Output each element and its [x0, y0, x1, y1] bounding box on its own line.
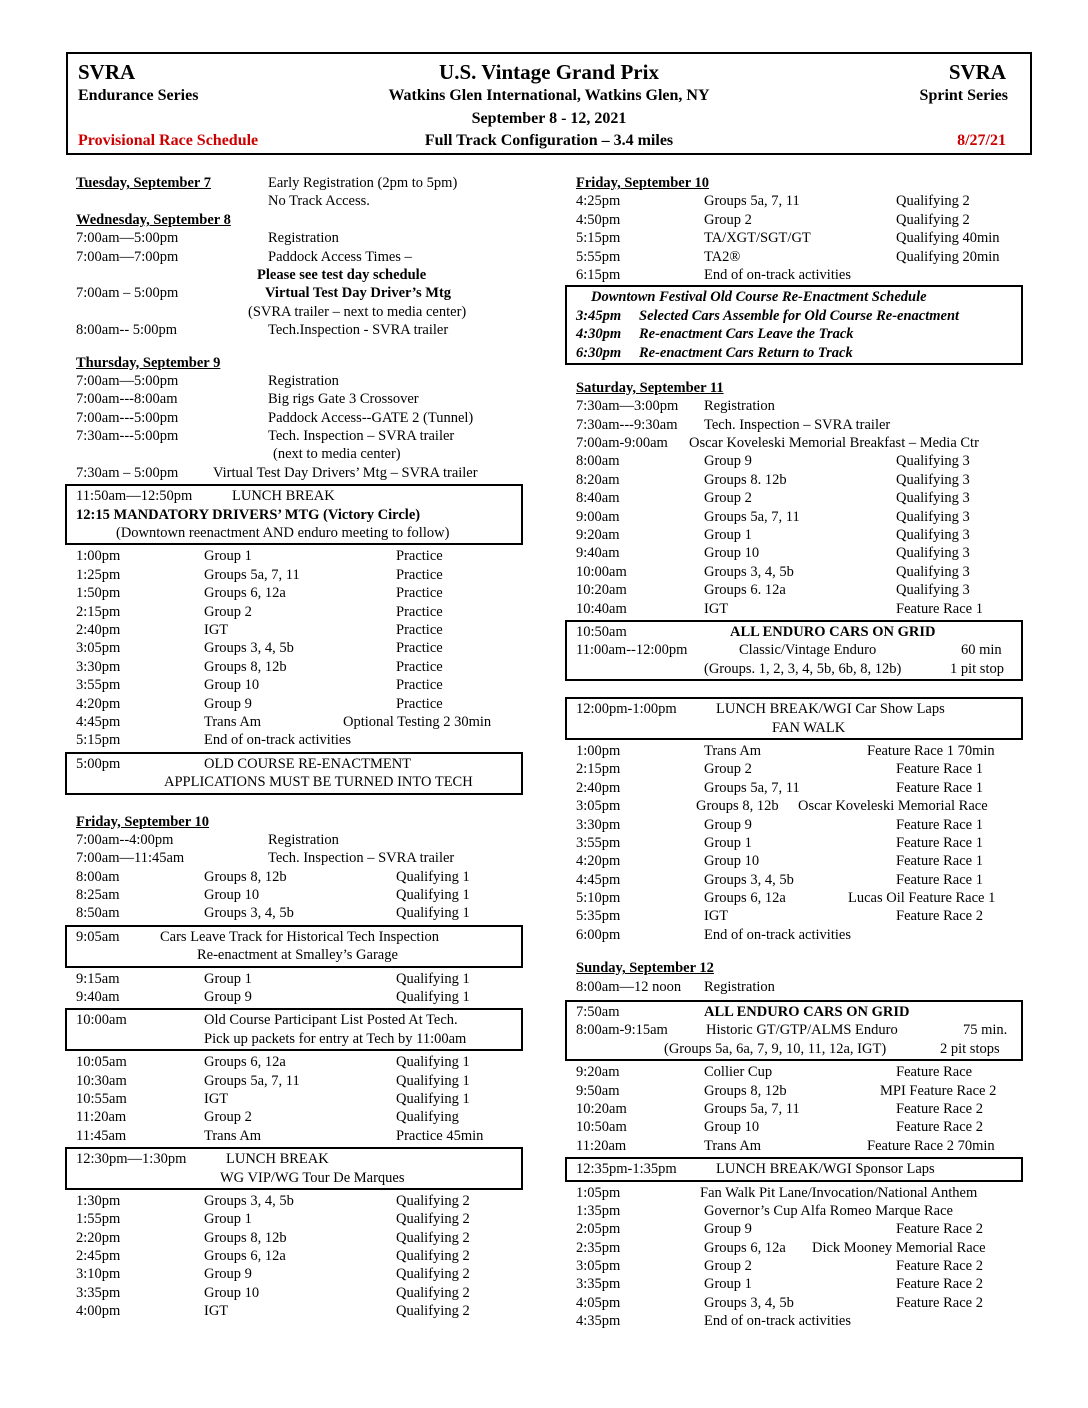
session-row: 9:40am Group 10 Qualifying 3 [576, 545, 970, 562]
session-row: 4:50pm Group 2 Qualifying 2 [576, 211, 970, 228]
day-heading: Wednesday, September 8 [76, 211, 231, 228]
event-title: U.S. Vintage Grand Prix [439, 60, 659, 84]
session-row: 10:20am Groups 5a, 7, 11 Feature Race 2 [576, 1100, 983, 1117]
session-row: 2:20pm Groups 8, 12b Qualifying 2 [76, 1229, 470, 1246]
session-row: 5:15pm TA/XGT/SGT/GT Qualifying 40min [576, 230, 1000, 247]
session-row: 2:40pm Groups 5a, 7, 11 Feature Race 1 [576, 779, 983, 796]
day-heading: Friday, September 10 [76, 813, 210, 830]
schedule-row: 7:00am-9:00am Oscar Koveleski Memorial Breakfast – Media Ctr [576, 435, 979, 452]
lunch-break-box: 12:35pm-1:35pm LUNCH BREAK/WGI Sponsor Laps [565, 1157, 1023, 1181]
schedule-note: (SVRA trailer – next to media center) [248, 303, 467, 320]
session-row: 11:20am Trans Am Feature Race 2 70min [576, 1137, 995, 1154]
venue: Watkins Glen International, Watkins Glen, NY [388, 87, 710, 104]
schedule-row: 7:00am—7:00pm Paddock Access Times – [76, 248, 412, 265]
schedule-row: 7:00am---5:00pm Paddock Access--GATE 2 (Tunnel) [76, 409, 474, 426]
session-row: 3:30pm Groups 8, 12b Practice [76, 658, 443, 675]
session-row: 1:35pm Governor’s Cup Alfa Romeo Marque Race [576, 1202, 953, 1219]
session-row: 8:00am Groups 8, 12b Qualifying 1 [76, 868, 470, 885]
session-row: 2:05pm Group 9 Feature Race 2 [576, 1221, 983, 1238]
session-row: 2:15pm Group 2 Feature Race 1 [576, 761, 983, 778]
session-row: 9:50am Groups 8, 12b MPI Feature Race 2 [576, 1082, 997, 1099]
enduro-grid-box: 10:50am ALL ENDURO CARS ON GRID 11:00am--12:00pm Classic/Vintage Enduro 60 min (Groups. 1, 2, 3, 4, 5b, 6b, 8, 12b) 1 pit stop [565, 620, 1023, 681]
right-series-title: SVRA [948, 60, 1006, 84]
schedule-row: 7:00am--4:00pm Registration [76, 831, 339, 848]
session-row: 3:35pm Group 1 Feature Race 2 [576, 1276, 983, 1293]
session-row: 8:40am Group 2 Qualifying 3 [576, 490, 970, 507]
session-row: 8:50am Groups 3, 4, 5b Qualifying 1 [76, 905, 470, 922]
right-series-subtitle: Sprint Series [919, 87, 1008, 104]
schedule-text: No Track Access. [268, 193, 370, 210]
session-row: 3:05pm Groups 3, 4, 5b Practice [76, 640, 443, 657]
session-row: 9:15am Group 1 Qualifying 1 [76, 970, 470, 987]
session-row: 2:40pm IGT Practice [76, 621, 443, 638]
day-heading: Tuesday, September 7 [76, 175, 211, 191]
session-row: 1:30pm Groups 3, 4, 5b Qualifying 2 [76, 1192, 470, 1209]
left-series-subtitle: Endurance Series [78, 87, 199, 104]
festival-box: Downtown Festival Old Course Re-Enactment Schedule 3:45pm Selected Cars Assemble for Old Course Re-enactment 4:30pm Re-enactment Cars Leave the Track 6:30pm Re-enactment Cars Return to Track [565, 285, 1023, 365]
left-column [76, 174, 526, 1321]
session-row: 10:50am Group 10 Feature Race 2 [576, 1119, 983, 1136]
session-row: 9:20am Group 1 Qualifying 3 [576, 527, 970, 544]
session-row: 2:45pm Groups 6, 12a Qualifying 2 [76, 1248, 470, 1265]
festival-title: Downtown Festival Old Course Re-Enactment Schedule [591, 289, 927, 306]
schedule-note: Please see test day schedule [257, 266, 427, 283]
session-row: 3:55pm Group 1 Feature Race 1 [576, 834, 983, 851]
day-heading: Thursday, September 9 [76, 354, 221, 371]
schedule-row: 7:00am – 5:00pm Virtual Test Day Driver’s Mtg [76, 285, 452, 302]
session-row: 4:20pm Group 10 Feature Race 1 [576, 853, 983, 870]
day-heading: Friday, September 10 [576, 175, 710, 191]
session-row: 11:20am Group 2 Qualifying [76, 1109, 459, 1126]
session-row: 10:40am IGT Feature Race 1 [576, 600, 983, 617]
session-row: 10:20am Groups 6. 12a Qualifying 3 [576, 582, 970, 599]
schedule-row: 7:30am---9:30am Tech. Inspection – SVRA trailer [576, 416, 891, 433]
track-configuration: Full Track Configuration – 3.4 miles [424, 132, 674, 149]
schedule-text: Early Registration (2pm to 5pm) [268, 175, 458, 191]
reenactment-box: 5:00pm OLD COURSE RE-ENACTMENT APPLICATIONS MUST BE TURNED INTO TECH [65, 752, 523, 795]
schedule-row: 7:00am—11:45am Tech. Inspection – SVRA trailer [76, 850, 455, 867]
session-row: 9:40am Group 9 Qualifying 1 [76, 989, 470, 1006]
session-row: 1:00pm Trans Am Feature Race 1 70min [576, 742, 995, 759]
session-row: 5:15pm End of on-track activities [76, 732, 351, 749]
mandatory-meeting: 12:15 MANDATORY DRIVERS’ MTG (Victory Circle) [76, 506, 421, 523]
session-row: 1:00pm Group 1 Practice [76, 548, 443, 565]
schedule-row: 7:00am---8:00am Big rigs Gate 3 Crossover [76, 391, 419, 408]
lunch-break-box: 11:50am—12:50pm LUNCH BREAK 12:15 MANDATORY DRIVERS’ MTG (Victory Circle) (Downtown reenactment AND enduro meeting to follow) [65, 484, 523, 545]
session-row: 10:00am Groups 3, 4, 5b Qualifying 3 [576, 563, 970, 580]
session-row: 4:35pm End of on-track activities [576, 1313, 851, 1330]
session-row: 3:05pm Group 2 Feature Race 2 [576, 1258, 983, 1275]
schedule-row: 7:30am – 5:00pm Virtual Test Day Drivers’ Mtg – SVRA trailer [76, 464, 478, 481]
lunch-break-box: 12:00pm-1:00pm LUNCH BREAK/WGI Car Show Laps FAN WALK [565, 697, 1023, 740]
schedule-header [66, 52, 1032, 155]
session-row: 9:20am Collier Cup Feature Race [576, 1064, 973, 1081]
session-row: 8:00am Group 9 Qualifying 3 [576, 453, 970, 470]
session-row: 2:15pm Group 2 Practice [76, 603, 443, 620]
session-row: 3:10pm Group 9 Qualifying 2 [76, 1266, 470, 1283]
session-row: 3:35pm Group 10 Qualifying 2 [76, 1284, 470, 1301]
provisional-label: Provisional Race Schedule [78, 132, 259, 149]
session-row: 4:00pm IGT Qualifying 2 [76, 1303, 470, 1320]
session-row: 4:25pm Groups 5a, 7, 11 Qualifying 2 [576, 193, 970, 210]
session-row: 1:05pm Fan Walk Pit Lane/Invocation/National Anthem [576, 1184, 978, 1201]
schedule-row: 7:00am—5:00pm Registration [76, 230, 339, 247]
day-heading: Sunday, September 12 [576, 960, 714, 977]
session-row: 10:55am IGT Qualifying 1 [76, 1090, 470, 1107]
schedule-row: 7:30am---5:00pm Tech. Inspection – SVRA trailer [76, 428, 455, 445]
session-row: 1:50pm Groups 6, 12a Practice [76, 585, 443, 602]
session-row: 6:15pm End of on-track activities [576, 266, 851, 283]
session-row: 4:05pm Groups 3, 4, 5b Feature Race 2 [576, 1294, 983, 1311]
schedule-row: 7:30am—3:00pm Registration [576, 398, 775, 415]
lunch-break-box: 12:30pm—1:30pm LUNCH BREAK WG VIP/WG Tour De Marques [65, 1147, 523, 1190]
left-series-title: SVRA [78, 60, 136, 84]
schedule-row: 8:00am—12 noon Registration [576, 978, 775, 995]
session-row: 11:45am Trans Am Practice 45min [76, 1127, 484, 1144]
session-row: 9:00am Groups 5a, 7, 11 Qualifying 3 [576, 508, 970, 525]
session-row: 10:30am Groups 5a, 7, 11 Qualifying 1 [76, 1072, 470, 1089]
session-row: 1:55pm Group 1 Qualifying 2 [76, 1211, 470, 1228]
session-row: 5:55pm TA2® Qualifying 20min [576, 248, 1000, 265]
session-row: 4:45pm Trans Am Optional Testing 2 30min [76, 713, 492, 730]
schedule-row: 8:00am-- 5:00pm Tech.Inspection - SVRA trailer [76, 322, 449, 339]
session-row: 3:05pm Groups 8, 12b Oscar Koveleski Memorial Race [576, 798, 988, 815]
session-row: 6:00pm End of on-track activities [576, 926, 851, 943]
session-row: 2:35pm Groups 6, 12a Dick Mooney Memorial Race [576, 1239, 986, 1256]
session-row: 8:20am Groups 8. 12b Qualifying 3 [576, 471, 970, 488]
session-row: 5:35pm IGT Feature Race 2 [576, 908, 983, 925]
participant-list-box: 10:00am Old Course Participant List Posted At Tech. Pick up packets for entry at Tech by 11:00am [65, 1008, 523, 1051]
historical-tech-box: 9:05am Cars Leave Track for Historical Tech Inspection Re-enactment at Smalley’s Garage [65, 925, 523, 968]
session-row: 8:25am Group 10 Qualifying 1 [76, 887, 470, 904]
session-row: 5:10pm Groups 6, 12a Lucas Oil Feature Race 1 [576, 890, 996, 907]
event-dates: September 8 - 12, 2021 [471, 110, 627, 127]
session-row: 3:55pm Group 10 Practice [76, 677, 443, 694]
session-row: 1:25pm Groups 5a, 7, 11 Practice [76, 566, 443, 583]
schedule-row: (next to media center) [273, 446, 401, 463]
session-row: 10:05am Groups 6, 12a Qualifying 1 [76, 1054, 470, 1071]
session-row: 3:30pm Group 9 Feature Race 1 [576, 816, 983, 833]
session-row: 4:45pm Groups 3, 4, 5b Feature Race 1 [576, 871, 983, 888]
document-date: 8/27/21 [957, 132, 1006, 149]
session-row: 4:20pm Group 9 Practice [76, 695, 443, 712]
right-column [576, 174, 1026, 1331]
enduro-grid-box: 7:50am ALL ENDURO CARS ON GRID 8:00am-9:15am Historic GT/GTP/ALMS Enduro 75 min. (Groups 5a, 6a, 7, 9, 10, 11, 12a, IGT) 2 pit stops [565, 1000, 1023, 1061]
schedule-row: 7:00am—5:00pm Registration [76, 372, 339, 389]
day-heading: Saturday, September 11 [576, 379, 724, 396]
